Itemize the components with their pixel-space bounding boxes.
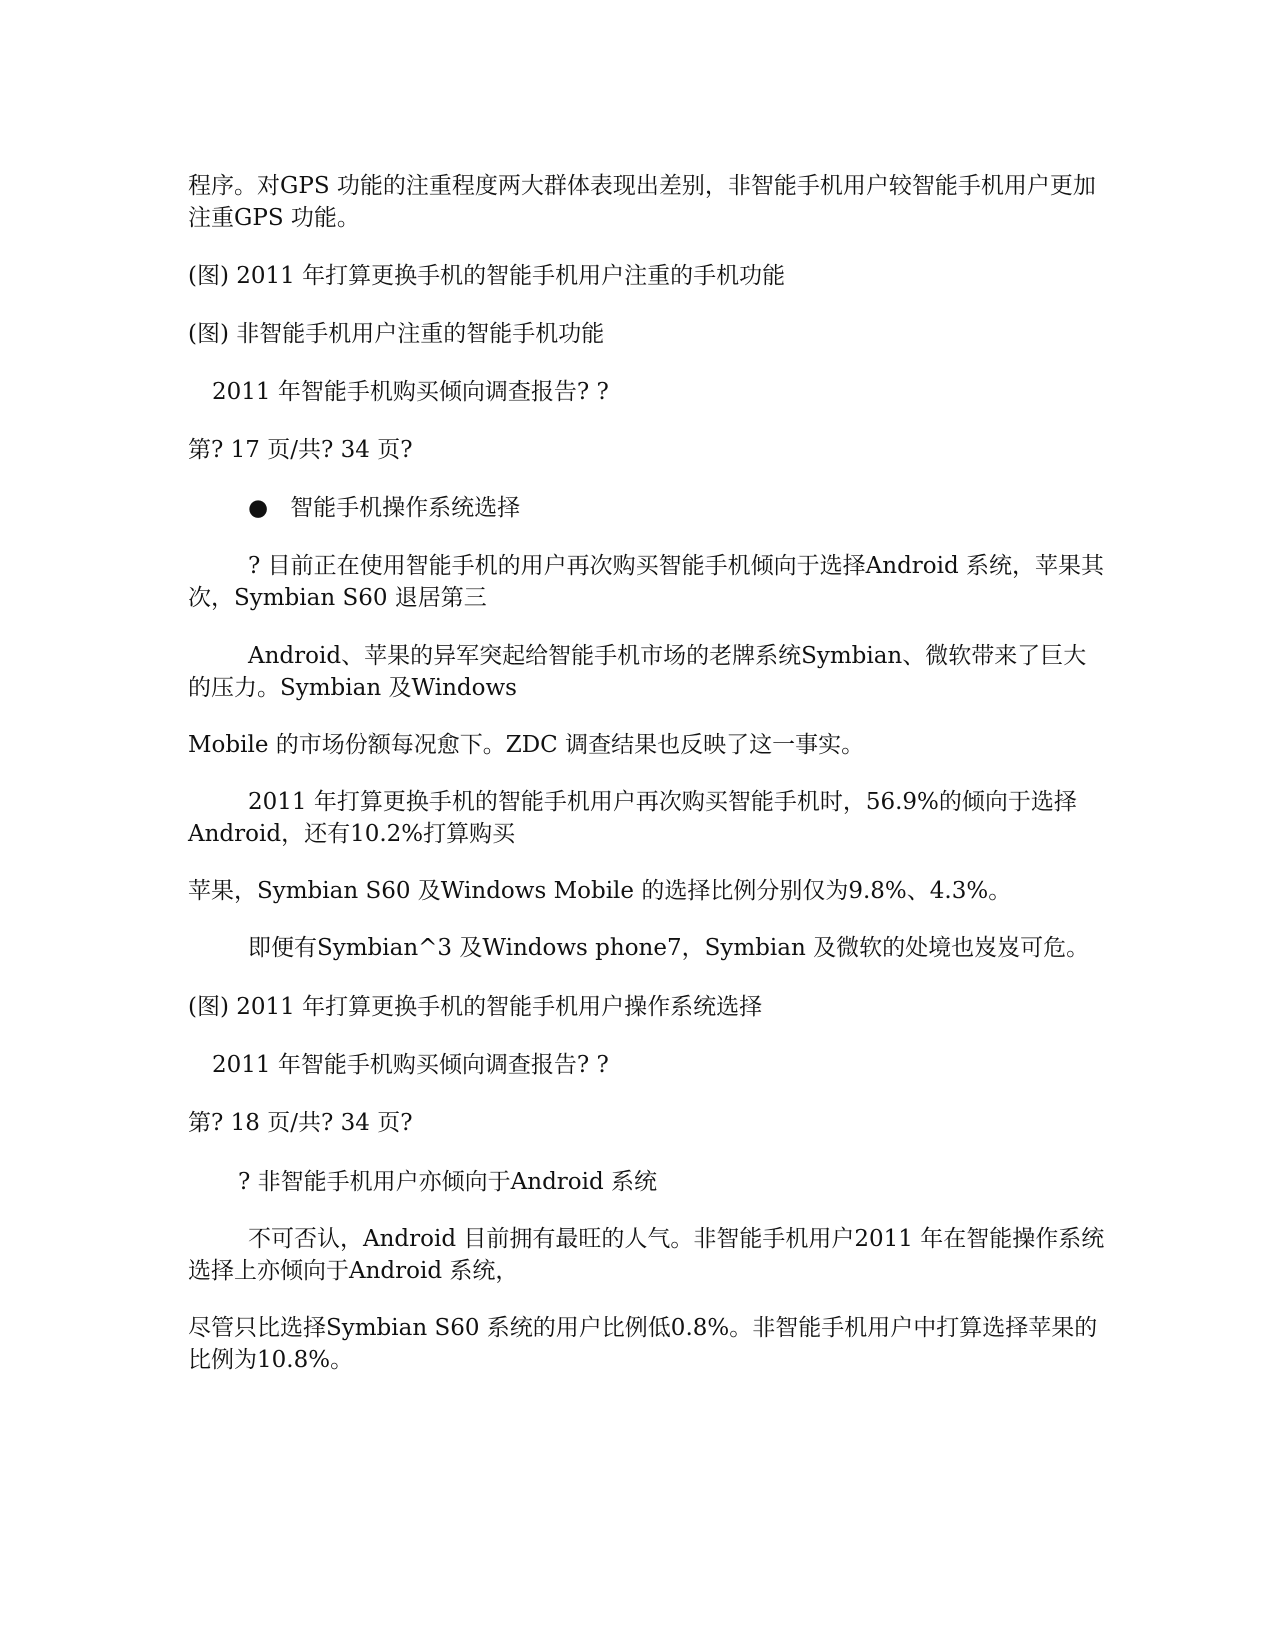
section-heading-text: 智能手机操作系统选择 xyxy=(290,495,521,521)
paragraph-symbian-microsoft-outlook: 即便有Symbian^3 及Windows phone7，Symbian 及微软的处境也岌岌可危。 xyxy=(248,935,1090,961)
bullet-icon: ● xyxy=(248,495,269,521)
paragraph-symbian-windows-percentages: 苹果，Symbian S60 及Windows Mobile 的选择比例分别仅为9.8%、4.3%。 xyxy=(188,878,1012,904)
section-heading-os-choice xyxy=(248,492,1168,524)
paragraph-symbian-comparison: 尽管只比选择Symbian S60 系统的用户比例低0.8%。非智能手机用户中打算选择苹果的比例为10.8%。 xyxy=(188,1315,1098,1373)
figure-caption-smartphone-features: (图) 2011 年打算更换手机的智能手机用户注重的手机功能 xyxy=(188,263,786,289)
paragraph-android-popularity: 不可否认，Android 目前拥有最旺的人气。非智能手机用户2011 年在智能操作系统选择上亦倾向于Android 系统， xyxy=(188,1226,1105,1284)
report-header-1: 2011 年智能手机购买倾向调查报告? ? xyxy=(212,379,609,405)
page-number-17: 第? 17 页/共? 34 页? xyxy=(188,437,413,463)
page-number-18: 第? 18 页/共? 34 页? xyxy=(188,1110,413,1136)
subheading-nonsmartphone-android: ? 非智能手机用户亦倾向于Android 系统 xyxy=(238,1169,658,1195)
paragraph-smartphone-users-android: ? 目前正在使用智能手机的用户再次购买智能手机倾向于选择Android 系统，苹果其次，Symbian S60 退居第三 xyxy=(188,553,1105,611)
figure-caption-nonsmartphone-features: (图) 非智能手机用户注重的智能手机功能 xyxy=(188,321,605,347)
paragraph-market-share-decline: Mobile 的市场份额每况愈下。ZDC 调查结果也反映了这一事实。 xyxy=(188,732,865,758)
figure-caption-os-choice: (图) 2011 年打算更换手机的智能手机用户操作系统选择 xyxy=(188,994,763,1020)
paragraph-android-apple-rise: Android、苹果的异军突起给智能手机市场的老牌系统Symbian、微软带来了巨大的压力。Symbian 及Windows xyxy=(188,643,1087,701)
paragraph-gps-conclusion: 程序。对GPS 功能的注重程度两大群体表现出差别，非智能手机用户较智能手机用户更加注重GPS 功能。 xyxy=(188,173,1096,231)
paragraph-android-percentages: 2011 年打算更换手机的智能手机用户再次购买智能手机时，56.9%的倾向于选择Android，还有10.2%打算购买 xyxy=(188,789,1077,847)
report-header-2: 2011 年智能手机购买倾向调查报告? ? xyxy=(212,1052,609,1078)
